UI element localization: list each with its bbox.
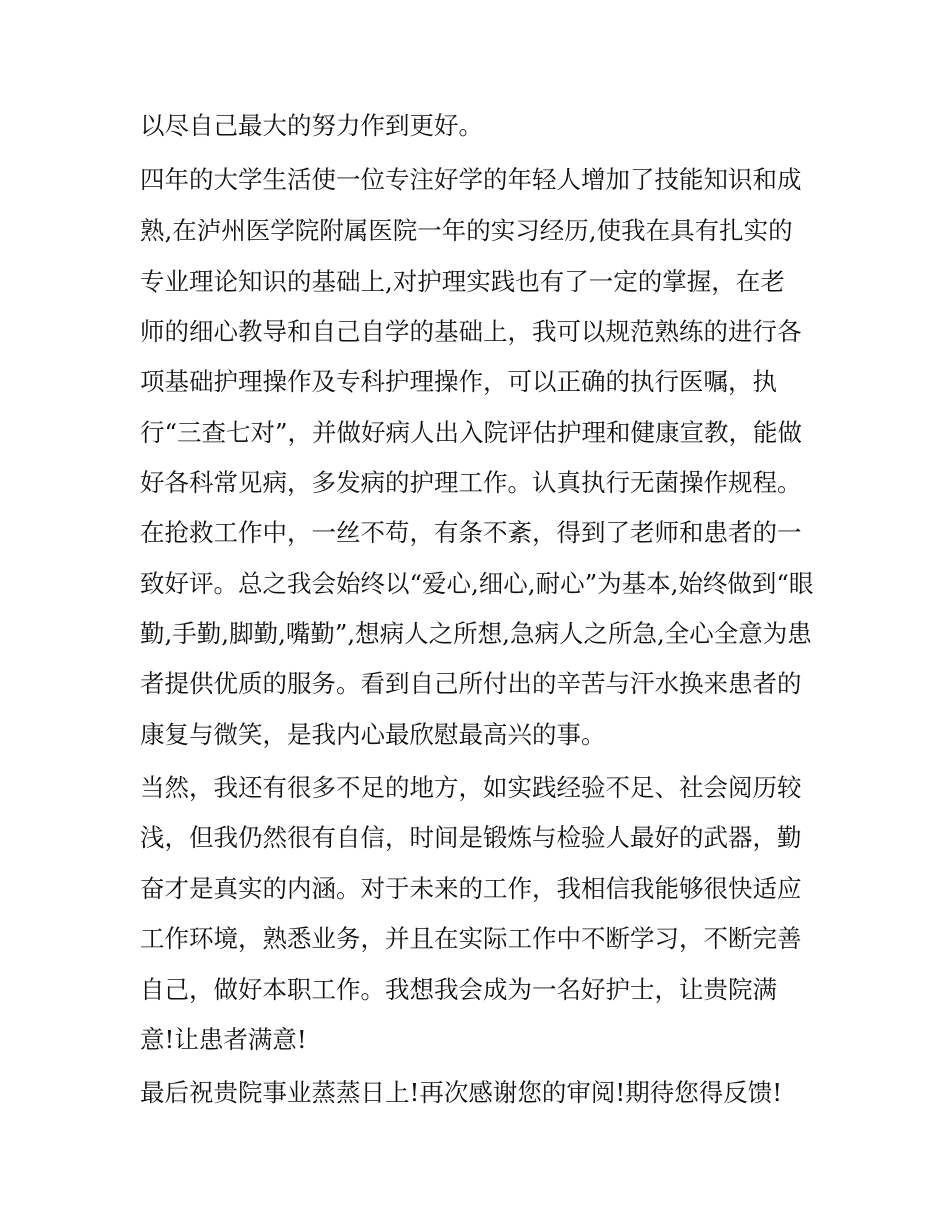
text-line: 在抢救工作中，一丝不苟，有条不紊，得到了老师和患者的一: [140, 518, 802, 547]
text-line: 勤,手勤,脚勤,嘴勤”,想病人之所想,急病人之所急,全心全意为患: [140, 619, 812, 648]
text-line: 四年的大学生活使一位专注好学的年轻人增加了技能知识和成: [140, 165, 802, 194]
text-line: 最后祝贵院事业蒸蒸日上!再次感谢您的审阅!期待您得反馈!: [140, 1078, 783, 1107]
text-line: 专业理论知识的基础上,对护理实践也有了一定的掌握，在老: [140, 267, 785, 296]
text-line: 项基础护理操作及专科护理操作，可以正确的执行医嘱，执: [140, 367, 777, 396]
text-line: 工作环境，熟悉业务，并且在实际工作中不断学习，不断完善: [140, 924, 802, 953]
text-line: 致好评。总之我会始终以“爱心,细心,耐心”为基本,始终做到“眼: [140, 569, 814, 598]
text-line: 浅，但我仍然很有自信，时间是锻炼与检验人最好的武器，勤: [140, 823, 802, 852]
text-line: 自己，做好本职工作。我想我会成为一名好护士，让贵院满: [140, 975, 777, 1004]
text-line: 行“三查七对”，并做好病人出入院评估护理和健康宣教，能做: [140, 418, 803, 447]
text-line: 康复与微笑，是我内心最欣慰最高兴的事。: [140, 720, 606, 749]
text-line: 熟,在泸州医学院附属医院一年的实习经历,使我在具有扎实的: [140, 216, 793, 245]
text-line: 师的细心教导和自己自学的基础上，我可以规范熟练的进行各: [140, 317, 802, 346]
text-line: 好各科常见病，多发病的护理工作。认真执行无菌操作规程。: [140, 468, 802, 497]
text-line: 以尽自己最大的努力作到更好。: [140, 111, 483, 140]
text-line: 当然，我还有很多不足的地方，如实践经验不足、社会阅历较: [140, 773, 802, 802]
text-line: 奋才是真实的内涵。对于未来的工作，我相信我能够很快适应: [140, 874, 802, 903]
text-line: 者提供优质的服务。看到自己所付出的辛苦与汗水换来患者的: [140, 669, 802, 698]
text-line: 意!让患者满意!: [140, 1025, 307, 1054]
